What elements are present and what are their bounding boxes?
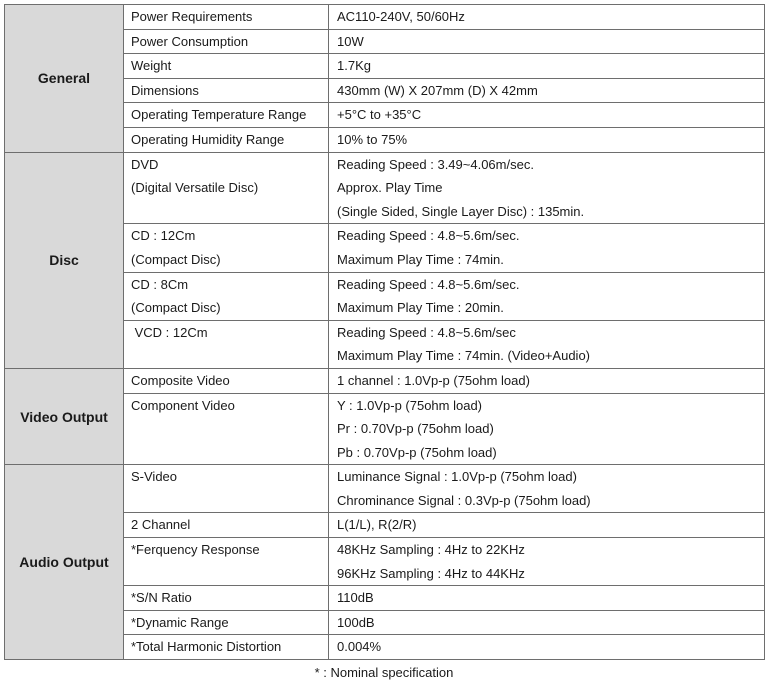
spec-value-text: Maximum Play Time : 20min.	[337, 300, 504, 316]
spec-item-label: (Compact Disc)	[131, 300, 221, 316]
spec-item-label: Power Requirements	[131, 9, 253, 24]
category-general: General	[5, 5, 124, 153]
spec-value-text: Y : 1.0Vp-p (75ohm load)	[337, 397, 483, 413]
spec-value-text: Chrominance Signal : 0.3Vp-p (75ohm load)	[337, 492, 591, 508]
spec-value-text: Reading Speed : 3.49~4.06m/sec.	[337, 156, 534, 172]
spec-value-text: 10% to 75%	[337, 131, 408, 147]
spec-value-text: Luminance Signal : 1.0Vp-p (75ohm load)	[337, 469, 577, 485]
spec-value-text: Pr : 0.70Vp-p (75ohm load)	[337, 421, 494, 437]
spec-item-label: *Total Harmonic Distortion	[131, 639, 282, 655]
spec-item-label: Composite Video	[131, 372, 230, 388]
spec-item-label: Dimensions	[131, 82, 199, 98]
spec-value-cell	[329, 54, 765, 79]
spec-item-label: *S/N Ratio	[131, 590, 192, 606]
spec-item-cell	[124, 465, 329, 513]
spec-value-text: Maximum Play Time : 74min.	[337, 251, 504, 267]
spec-value-text: Pb : 0.70Vp-p (75ohm load)	[337, 444, 497, 460]
spec-item-cell	[124, 5, 329, 30]
spec-value-text: 110dB	[337, 590, 374, 606]
spec-item-label: CD : 12Cm	[131, 228, 196, 244]
spec-value-cell	[329, 78, 765, 103]
spec-item-label: 2 Channel	[131, 517, 191, 533]
spec-value-text: 0.004%	[337, 639, 382, 655]
spec-value-text: AC110-240V, 50/60Hz	[337, 9, 465, 24]
spec-item-cell	[124, 538, 329, 586]
spec-value-text: 1.7Kg	[337, 58, 371, 74]
spec-item-label: *Dynamic Range	[131, 614, 229, 630]
spec-item-cell	[124, 586, 329, 611]
spec-row	[5, 152, 765, 224]
spec-value-cell	[329, 368, 765, 393]
spec-value-text: (Single Sided, Single Layer Disc) : 135min.	[337, 203, 585, 219]
spec-row	[5, 368, 765, 393]
spec-value-cell	[329, 635, 765, 660]
spec-value-text: L(1/L), R(2/R)	[337, 517, 417, 533]
spec-item-cell	[124, 368, 329, 393]
spec-value-cell	[329, 224, 765, 272]
spec-value-cell	[329, 272, 765, 320]
spec-item-label: Component Video	[131, 397, 235, 413]
spec-value-text: Maximum Play Time : 74min. (Video+Audio)	[337, 348, 590, 364]
spec-item-cell	[124, 393, 329, 465]
spec-item-cell	[124, 224, 329, 272]
spec-row	[5, 5, 765, 30]
spec-value-cell	[329, 538, 765, 586]
spec-value-text: Reading Speed : 4.8~5.6m/sec.	[337, 276, 520, 292]
spec-value-text: Approx. Play Time	[337, 180, 443, 196]
spec-item-cell	[124, 635, 329, 660]
spec-table	[4, 4, 765, 660]
spec-item-label: Power Consumption	[131, 33, 249, 49]
spec-item-cell	[124, 320, 329, 368]
spec-item-cell	[124, 103, 329, 128]
spec-item-cell	[124, 610, 329, 635]
spec-value-cell	[329, 610, 765, 635]
spec-value-text: 1 channel : 1.0Vp-p (75ohm load)	[337, 372, 530, 388]
spec-value-cell	[329, 127, 765, 152]
spec-item-label: (Digital Versatile Disc)	[131, 180, 259, 196]
spec-item-label: Weight	[131, 58, 172, 74]
spec-row	[5, 465, 765, 513]
spec-value-cell	[329, 513, 765, 538]
footnote: * : Nominal specification	[314, 665, 454, 680]
category-video-output: Video Output	[5, 368, 124, 464]
spec-item-label: Operating Temperature Range	[131, 107, 307, 123]
spec-value-text: 96KHz Sampling : 4Hz to 44KHz	[337, 565, 525, 581]
spec-value-text: 48KHz Sampling : 4Hz to 22KHz	[337, 542, 525, 558]
spec-item-cell	[124, 127, 329, 152]
spec-item-cell	[124, 272, 329, 320]
spec-item-label: CD : 8Cm	[131, 276, 189, 292]
spec-item-label: VCD : 12Cm	[131, 324, 208, 340]
spec-item-label: Operating Humidity Range	[131, 131, 285, 147]
spec-item-label: S-Video	[131, 469, 178, 485]
spec-value-cell	[329, 465, 765, 513]
spec-item-label: DVD	[131, 156, 159, 172]
spec-item-cell	[124, 54, 329, 79]
spec-value-cell	[329, 393, 765, 465]
spec-value-text: 430mm (W) X 207mm (D) X 42mm	[337, 82, 538, 98]
spec-item-cell	[124, 152, 329, 224]
spec-value-text: 10W	[337, 33, 364, 49]
spec-value-cell	[329, 5, 765, 30]
spec-value-cell	[329, 29, 765, 54]
category-disc: Disc	[5, 152, 124, 368]
spec-value-text: Reading Speed : 4.8~5.6m/sec	[337, 324, 516, 340]
spec-value-text: 100dB	[337, 614, 375, 630]
spec-value-cell	[329, 152, 765, 224]
spec-value-text: Reading Speed : 4.8~5.6m/sec.	[337, 228, 520, 244]
spec-item-cell	[124, 513, 329, 538]
spec-item-label: (Compact Disc)	[131, 251, 221, 267]
spec-item-cell	[124, 78, 329, 103]
spec-value-text: +5°C to +35°C	[337, 107, 422, 123]
spec-item-cell	[124, 29, 329, 54]
spec-value-cell	[329, 320, 765, 368]
category-audio-output: Audio Output	[5, 465, 124, 660]
spec-item-label: *Ferquency Response	[131, 542, 260, 558]
spec-value-cell	[329, 586, 765, 611]
spec-value-cell	[329, 103, 765, 128]
